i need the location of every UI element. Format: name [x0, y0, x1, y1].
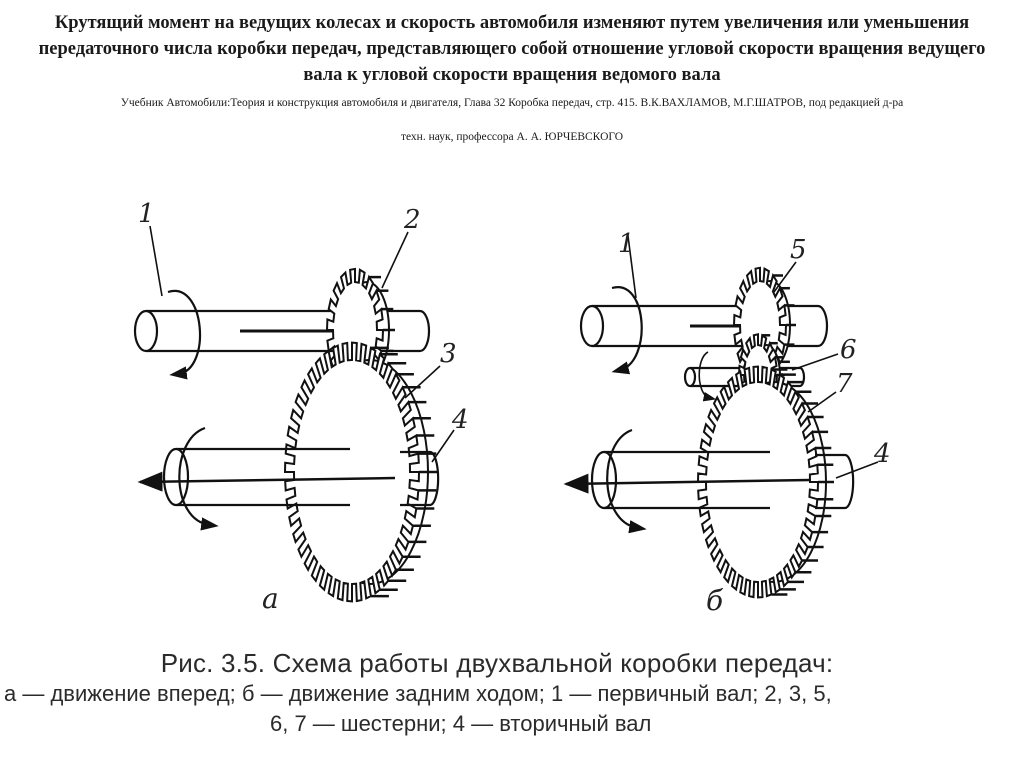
- label-4-a: 4: [452, 405, 469, 435]
- caption-title: Рис. 3.5. Схема работы двухвальной коробки передач:: [160, 648, 834, 678]
- scheme-b: [566, 236, 878, 597]
- label-4-b: 4: [874, 439, 891, 469]
- gear-3: [285, 343, 437, 602]
- rotation-arrow: [612, 287, 642, 370]
- caption-line-2: 6, 7 — шестерни; 4 — вторичный вал: [270, 711, 652, 736]
- label-1-b: 1: [618, 229, 635, 259]
- label-6-b: 6: [840, 335, 857, 365]
- figure-caption: [0, 648, 1024, 739]
- page-title: Крутящий момент на ведущих колесах и скорость автомобиля изменяют путем увеличения или уменьшения передаточного числа коробки передач, представляющего собой отношение угловой скорости вращения ведущего вала к угловой скорости вращения ведомого вала: [38, 13, 986, 85]
- source-citation-continued: техн. наук, профессора А. А. ЮРЧЕВСКОГО: [400, 131, 624, 143]
- label-1-a: 1: [138, 199, 155, 229]
- sublabel-b: б: [706, 584, 724, 617]
- label-2-a: 2: [404, 205, 421, 235]
- caption-line-1: а — движение вперед; б — движение задним ходом; 1 — первичный вал; 2, 3, 5,: [4, 681, 832, 706]
- rotation-arrow: [168, 291, 200, 374]
- source-citation: Учебник Автомобили:Теория и конструкция автомобиля и двигателя, Глава 32 Коробка передач, стр. 415. В.К.ВАХЛАМОВ, М.Г.ШАТРОВ, под редакцией д-ра: [120, 97, 904, 109]
- label-3-a: 3: [440, 339, 457, 369]
- label-7-b: 7: [836, 369, 853, 399]
- label-5-b: 5: [790, 235, 807, 265]
- scheme-a: [135, 226, 454, 601]
- sublabel-a: а: [262, 582, 279, 615]
